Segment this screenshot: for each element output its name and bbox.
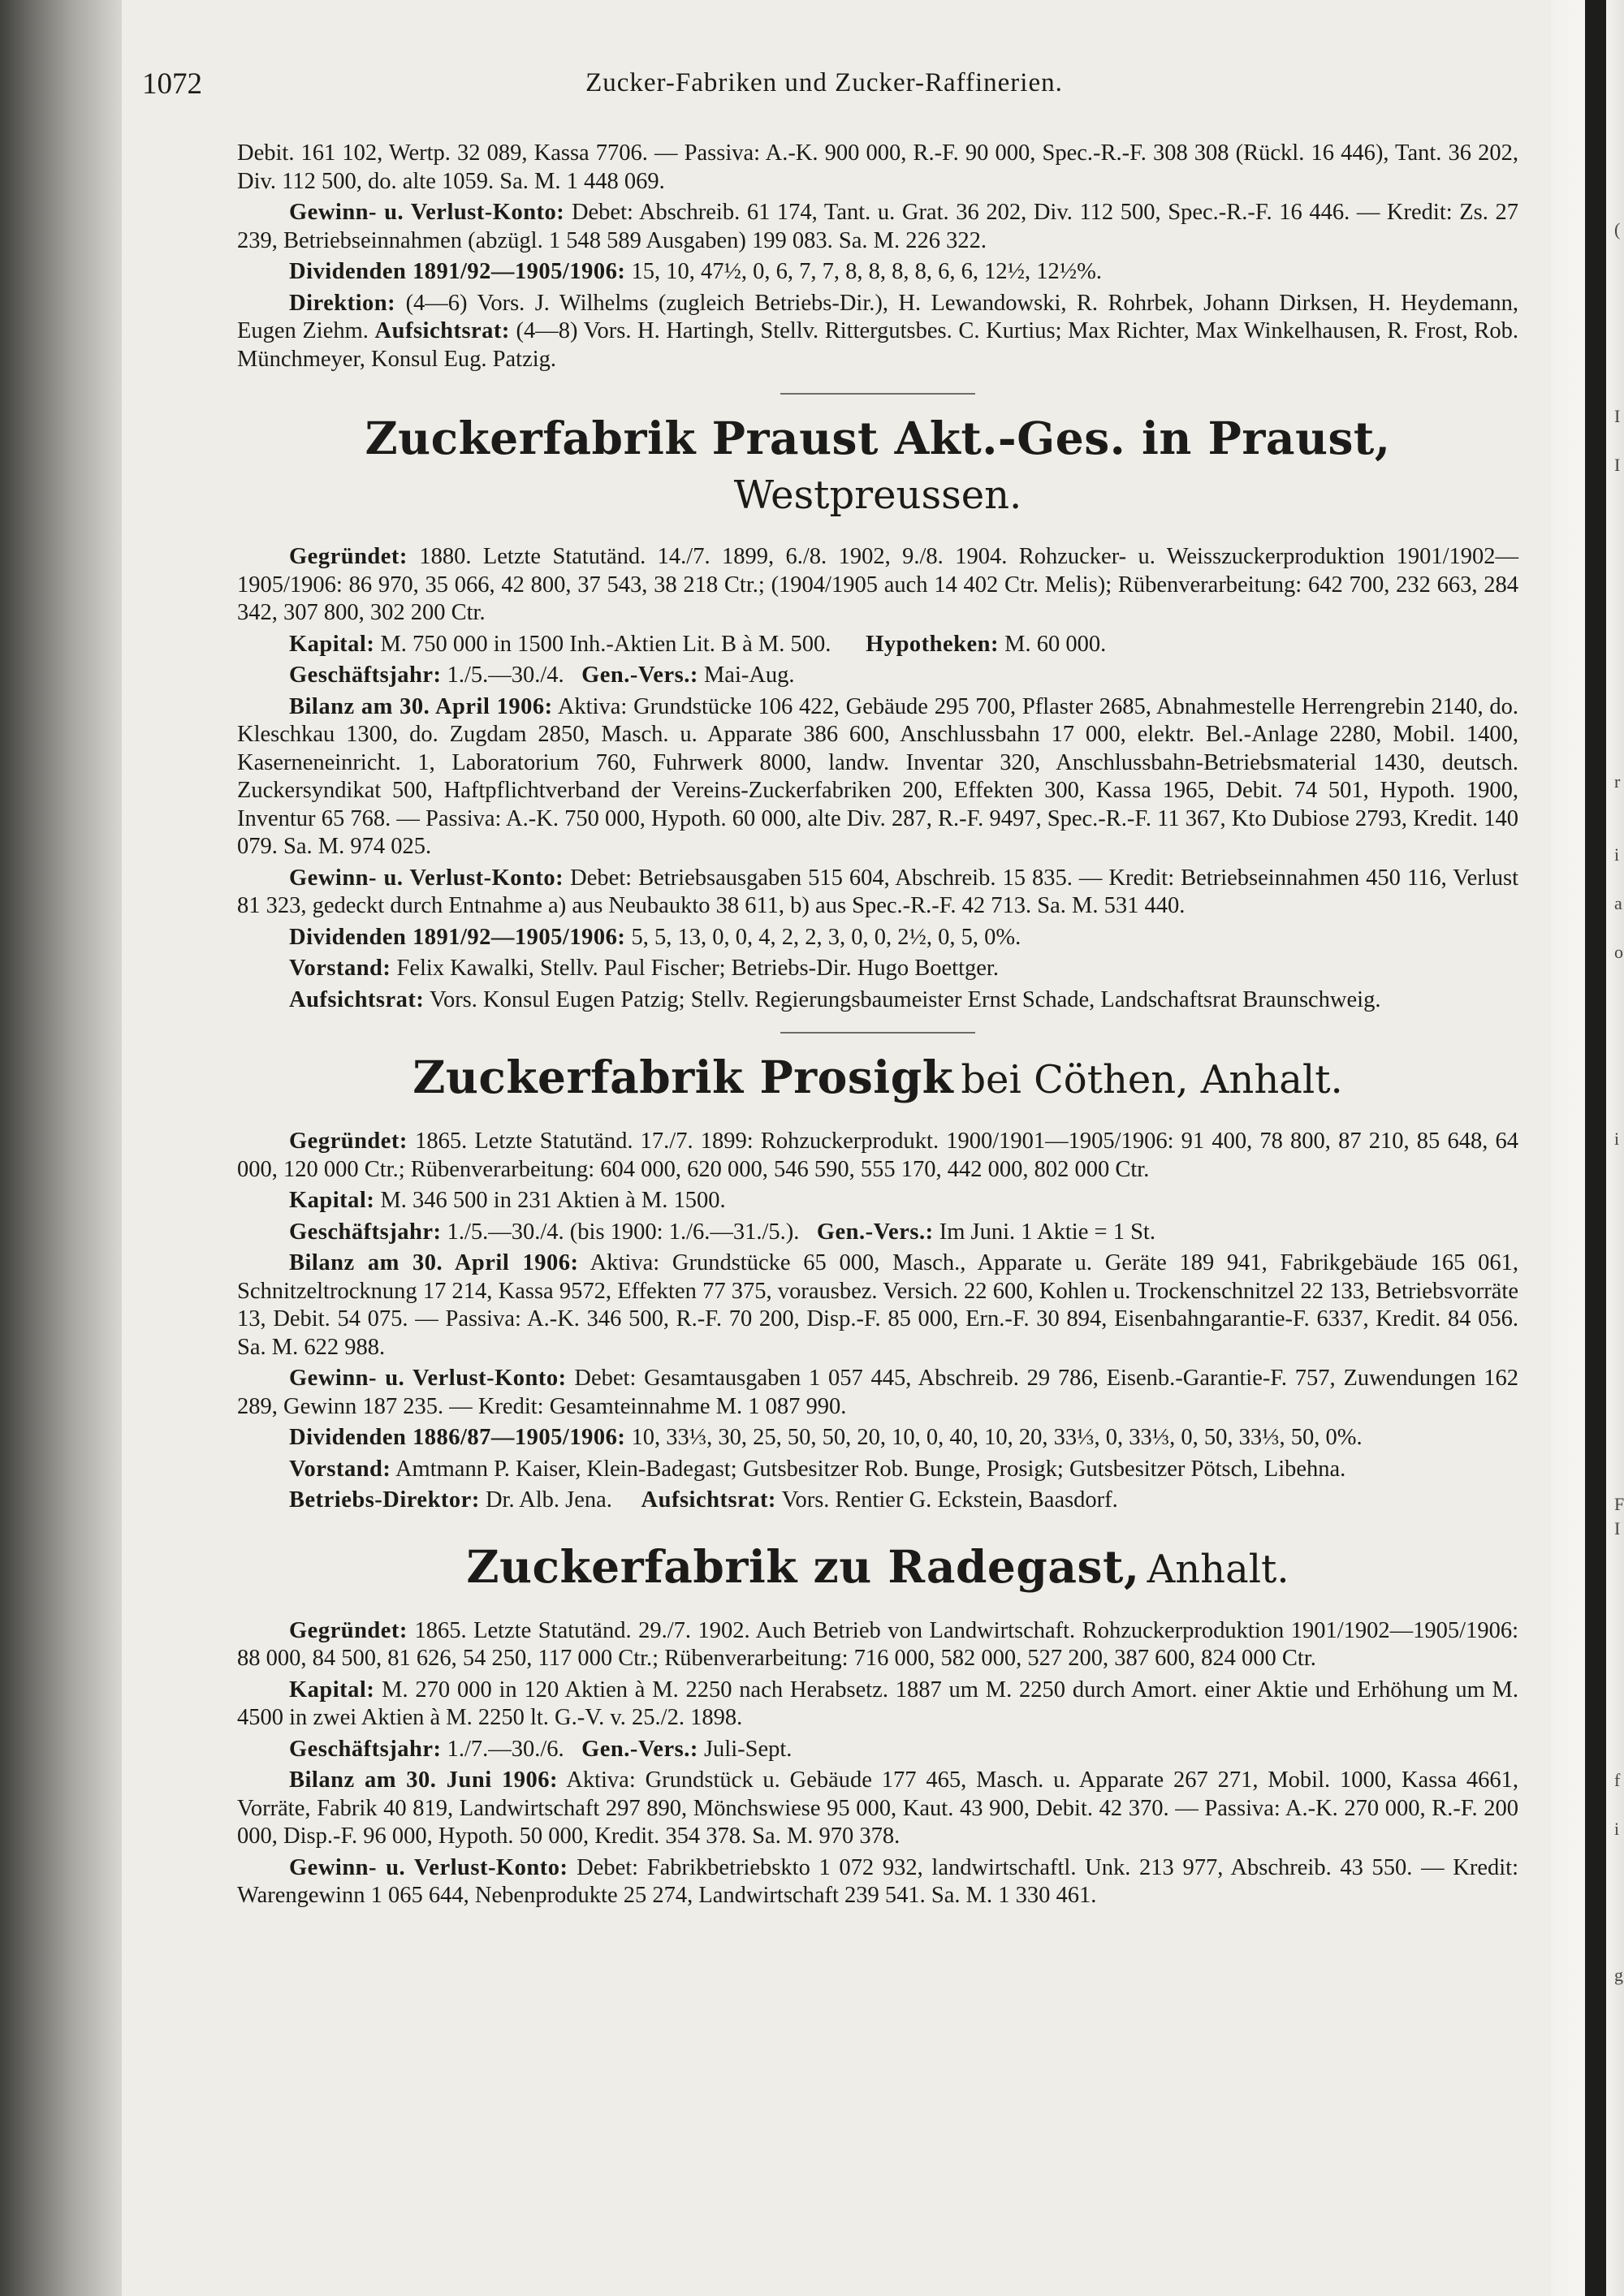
capital-paragraph [237,1677,1518,1733]
page-content [237,140,1518,1914]
capital-paragraph [237,631,1518,659]
balance-paragraph [237,1767,1518,1851]
field-label: Bilanz am 30. April 1906: [289,693,553,719]
field-text: Debit. 161 102, Wertp. 32 089, Kassa 7706. — Passiva: A.-K. 900 000, R.-F. 90 000, Spec.-R.-F. 308 308 (Rückl. 16 446), Tant. 36 202, Div. 112 500, do. alte 1059. Sa. M. 1 448 069. [237,140,1518,194]
firm-name: Zuckerfabrik zu Radegast, [466,1539,1140,1593]
firm-name: Zuckerfabrik Prosigk [412,1051,954,1103]
margin-fragment: i [1614,1819,1620,1839]
margin-fragment: g [1614,1965,1623,1985]
balance-paragraph [237,1249,1518,1362]
field-label: Geschäftsjahr: [289,1219,442,1245]
margin-fragment: f [1614,1770,1621,1790]
field-text: Vors. Rentier G. Eckstein, Baasdorf. [781,1487,1118,1513]
field-label: Aufsichtsrat: [289,986,425,1012]
field-text: Aktiva: Grundstück u. Gebäude 177 465, Masch. u. Apparate 267 271, Mobil. 1000, Kassa 4661, Vorräte, Fabrik 40 819, Landwirtschaft 297 890, Mönchswiese 95 000, Kaut. 43 900, Debit. 42 370. — Passiva: A.-K. 270 000, R.-F. 200 000, Disp.-F. 96 000, Hypoth. 50 000, Kredit. 354 378. Sa. M. 970 378. [237,1767,1518,1849]
entry-prosigk [237,1053,1518,1515]
field-label: Betriebs-Direktor: [289,1487,480,1513]
balance-continuation [237,140,1518,196]
field-text: Mai-Aug. [703,662,795,688]
field-text: Amtmann P. Kaiser, Klein-Badegast; Gutsbesitzer Rob. Bunge, Prosigk; Gutsbesitzer Pötsch, Libehna. [395,1456,1346,1482]
field-label: Geschäftsjahr: [289,662,442,688]
field-text: Im Juni. 1 Aktie = 1 St. [939,1219,1155,1245]
field-label: Bilanz am 30. April 1906: [289,1250,579,1275]
field-text: 1./5.—30./4. (bis 1900: 1./6.—31./5.). [447,1219,800,1245]
founded-paragraph [237,1617,1518,1673]
field-text: Felix Kawalki, Stellv. Paul Fischer; Betriebs-Dir. Hugo Boettger. [396,956,999,981]
field-text: Vors. Konsul Eugen Patzig; Stellv. Regierungsbaumeister Ernst Schade, Landschaftsrat Braunschweig. [430,986,1381,1012]
scan-shadow-left [0,0,122,2296]
profit-loss-paragraph [237,1365,1518,1421]
running-head: Zucker-Fabriken und Zucker-Raffinerien. [585,68,1063,97]
field-label: Dividenden 1886/87—1905/1906: [289,1425,626,1450]
firm-location: Westpreussen. [733,473,1022,518]
founded-paragraph [237,1128,1518,1184]
dividends-paragraph [237,258,1518,287]
founded-paragraph [237,543,1518,628]
field-text: 10, 33⅓, 30, 25, 50, 50, 20, 10, 0, 40, 10, 20, 33⅓, 0, 33⅓, 0, 50, 33⅓, 50, 0%. [631,1425,1363,1450]
firm-name: Zuckerfabrik Praust Akt.-Ges. in Praust, [365,412,1391,464]
field-label: Dividenden 1891/92—1905/1906: [289,924,626,950]
field-label: Gen.-Vers.: [581,662,698,688]
dividends-paragraph [237,1424,1518,1452]
field-label: Hypotheken: [866,631,1000,657]
field-label: Bilanz am 30. Juni 1906: [289,1767,558,1793]
field-text: Debet: Fabrikbetriebskto 1 072 932, landwirtschaftl. Unk. 213 977, Abschreib. 43 550. — Kredit: Warengewinn 1 065 644, Nebenprodukte 25 274, Landwirtschaft 239 541. Sa. M. 1 330 461. [237,1854,1519,1908]
field-text: (4—8) Vors. H. Hartingh, Stellv. Rittergutsbes. C. Kurtius; Max Richter, Max Winkelhausen, R. Frost, Rob. Münchmeyer, Konsul Eug. Patzig. [237,318,1518,372]
field-text: 1./5.—30./4. [447,662,564,688]
margin-fragment: i [1614,844,1620,865]
margin-fragment: I [1614,1518,1621,1539]
field-label: Aufsichtsrat: [641,1487,776,1513]
field-label: Direktion: [289,290,396,316]
field-label: Aufsichtsrat: [374,318,510,343]
field-text: Dr. Alb. Jena. [485,1487,612,1513]
supervisory-board-paragraph [237,986,1518,1015]
field-text: 1865. Letzte Statutänd. 29./7. 1902. Auch Betrieb von Landwirtschaft. Rohzuckerproduktion 1901/1902—1905/1906: 88 000, 84 500, 81 626, 54 250, 117 000 Ctr.; Rübenverarbeitung: 716 000, 582 000, 527 200, 387 600, 824 000 Ctr. [237,1617,1519,1671]
field-label: Kapital: [289,631,375,657]
margin-fragment: i [1614,1129,1620,1149]
field-text: Aktiva: Grundstücke 65 000, Masch., Apparate u. Geräte 189 941, Fabrikgebäude 165 061, Schnitzeltrocknung 17 214, Kassa 9572, Effekten 77 375, vorausbez. Versich. 22 600, Kohlen u. Trockenschnitzel 22 133, Betriebsvorräte 13, Debit. 54 075. — Passiva: A.-K. 346 500, R.-F. 70 200, Disp.-F. 85 000, Ern.-F. 30 894, Eisenbahngarantie-F. 6337, Kredit. 84 056. Sa. M. 622 988. [237,1250,1518,1360]
firm-location: bei Cöthen, Anhalt. [961,1057,1343,1103]
field-text: Juli-Sept. [703,1736,793,1762]
entry-heading [237,414,1518,525]
profit-loss-paragraph [237,199,1518,255]
field-text: Debet: Betriebsausgaben 515 604, Abschreib. 15 835. — Kredit: Betriebseinnahmen 450 116, Verlust 81 323, gedeckt durch Entnahme a) aus Neubaukto 38 611, b) aus Spec.-R.-F. 42 713. Sa. M. 531 440. [237,865,1519,918]
field-text: M. 60 000. [1004,631,1107,657]
field-text: M. 270 000 in 120 Aktien à M. 2250 nach Herabsetz. 1887 um M. 2250 durch Amort. einer Aktie und Erhöhung um M. 4500 in zwei Aktien à M. 2250 lt. G.-V. v. 25./2. 1898. [237,1677,1518,1730]
profit-loss-paragraph [237,865,1518,921]
fiscal-year-paragraph [237,1219,1518,1247]
entry-continuation [237,140,1518,373]
field-label: Gewinn- u. Verlust-Konto: [289,865,564,891]
section-separator [780,393,975,395]
field-label: Kapital: [289,1188,375,1213]
field-label: Gewinn- u. Verlust-Konto: [289,200,565,225]
field-text: 15, 10, 47½, 0, 6, 7, 7, 8, 8, 8, 8, 6, 6, 12½, 12½%. [631,259,1102,284]
field-text: 5, 5, 13, 0, 0, 4, 2, 2, 3, 0, 0, 2½, 0, 5, 0%. [631,924,1021,950]
field-label: Gewinn- u. Verlust-Konto: [289,1854,568,1880]
board-paragraph [237,290,1518,374]
field-label: Gewinn- u. Verlust-Konto: [289,1366,567,1391]
field-label: Gegründet: [289,1129,408,1154]
field-text: 1./7.—30./6. [447,1736,564,1762]
field-label: Gegründet: [289,544,408,569]
field-text: M. 750 000 in 1500 Inh.-Aktien Lit. B à M. 500. [380,631,831,657]
entry-radegast [237,1539,1519,1910]
field-label: Vorstand: [289,956,391,981]
section-separator [780,1032,975,1034]
margin-fragment: I [1614,455,1621,475]
field-label: Dividenden 1891/92—1905/1906: [289,259,626,284]
capital-paragraph [237,1187,1518,1215]
field-text: Debet: Gesamtausgaben 1 057 445, Abschreib. 29 786, Eisenb.-Garantie-F. 757, Zuwendungen 162 289, Gewinn 187 235. — Kredit: Gesamteinnahme M. 1 087 990. [237,1366,1519,1419]
fiscal-year-paragraph [237,1736,1518,1764]
entry-heading [237,1539,1518,1599]
margin-fragment: a [1614,893,1622,913]
fiscal-year-paragraph [237,662,1518,690]
balance-paragraph [237,693,1518,861]
field-text: (4—6) Vors. J. Wilhelms (zugleich Betriebs-Dir.), H. Lewandowski, R. Rohrbek, Johann Dirksen, H. Heydemann, Eugen Ziehm. [237,290,1519,343]
field-label: Gegründet: [289,1617,408,1643]
entry-heading [237,1053,1518,1110]
field-text: M. 346 500 in 231 Aktien à M. 1500. [380,1188,726,1213]
page-header [142,67,1506,106]
executive-board-paragraph [237,1456,1518,1484]
scan-gutter-bar [1585,0,1606,2296]
field-text: Aktiva: Grundstücke 106 422, Gebäude 295 700, Pflaster 2685, Abnahmestelle Herrengrebin 2140, do. Kleschkau 1300, do. Zugdam 2850, Masch. u. Apparate 386 600, Anschlussbahn 17 000, elektr. Bel.-Anlage 2280, Mobil. 1400, Kaserneneinricht. 1, Laboratorium 760, Fuhrwerk 8000, landw. Inventar 320, Anschlussbahn-Betriebsmaterial 1430, deutsch. Zuckersyndikat 500, Haftpflichtverband der Vereins-Zuckerfabriken 200, Effekten 300, Kassa 1965, Debit. 74 501, Hypoth. 1900, Inventur 65 768. — Passiva: A.-K. 750 000, Hypoth. 60 000, alte Div. 287, R.-F. 9497, Spec.-R.-F. 11 367, Kto Dubiose 2793, Kredit. 140 079. Sa. M. 974 025. [237,693,1518,859]
margin-fragment: ( [1614,219,1621,240]
field-label: Kapital: [289,1677,375,1703]
field-text: Debet: Abschreib. 61 174, Tant. u. Grat. 36 202, Div. 112 500, Spec.-R.-F. 16 446. — Kredit: Zs. 27 239, Betriebseinnahmen (abzügl. 1 548 589 Ausgaben) 199 083. Sa. M. 226 322. [237,200,1519,253]
executive-board-paragraph [237,955,1518,983]
dividends-paragraph [237,924,1518,952]
field-label: Gen.-Vers.: [581,1736,698,1762]
page-number: 1072 [142,67,202,101]
field-label: Geschäftsjahr: [289,1736,442,1762]
field-label: Gen.-Vers.: [816,1219,934,1245]
field-text: 1880. Letzte Statutänd. 14./7. 1899, 6./8. 1902, 9./8. 1904. Rohzucker- u. Weisszuckerproduktion 1901/1902—1905/1906: 86 970, 35 066, 42 800, 37 543, 38 218 Ctr.; (1904/1905 auch 14 402 Ctr. Melis); Rübenverarbeitung: 642 700, 232 663, 284 342, 307 800, 302 200 Ctr. [237,544,1519,625]
entry-praust [237,414,1518,1014]
field-label: Vorstand: [289,1456,391,1482]
margin-fragment: I [1614,406,1621,426]
margin-fragment: r [1614,771,1621,792]
margin-fragment: F [1614,1494,1624,1514]
margin-fragment: o [1614,942,1623,962]
field-text: 1865. Letzte Statutänd. 17./7. 1899: Rohzuckerprodukt. 1900/1901—1905/1906: 91 400, 78 800, 87 210, 85 648, 64 000, 120 000 Ctr.; Rübenverarbeitung: 604 000, 620 000, 546 590, 555 170, 442 000, 802 000 Ctr. [237,1129,1518,1182]
firm-location: Anhalt. [1147,1546,1289,1592]
director-paragraph [237,1487,1518,1515]
profit-loss-paragraph [237,1854,1518,1910]
